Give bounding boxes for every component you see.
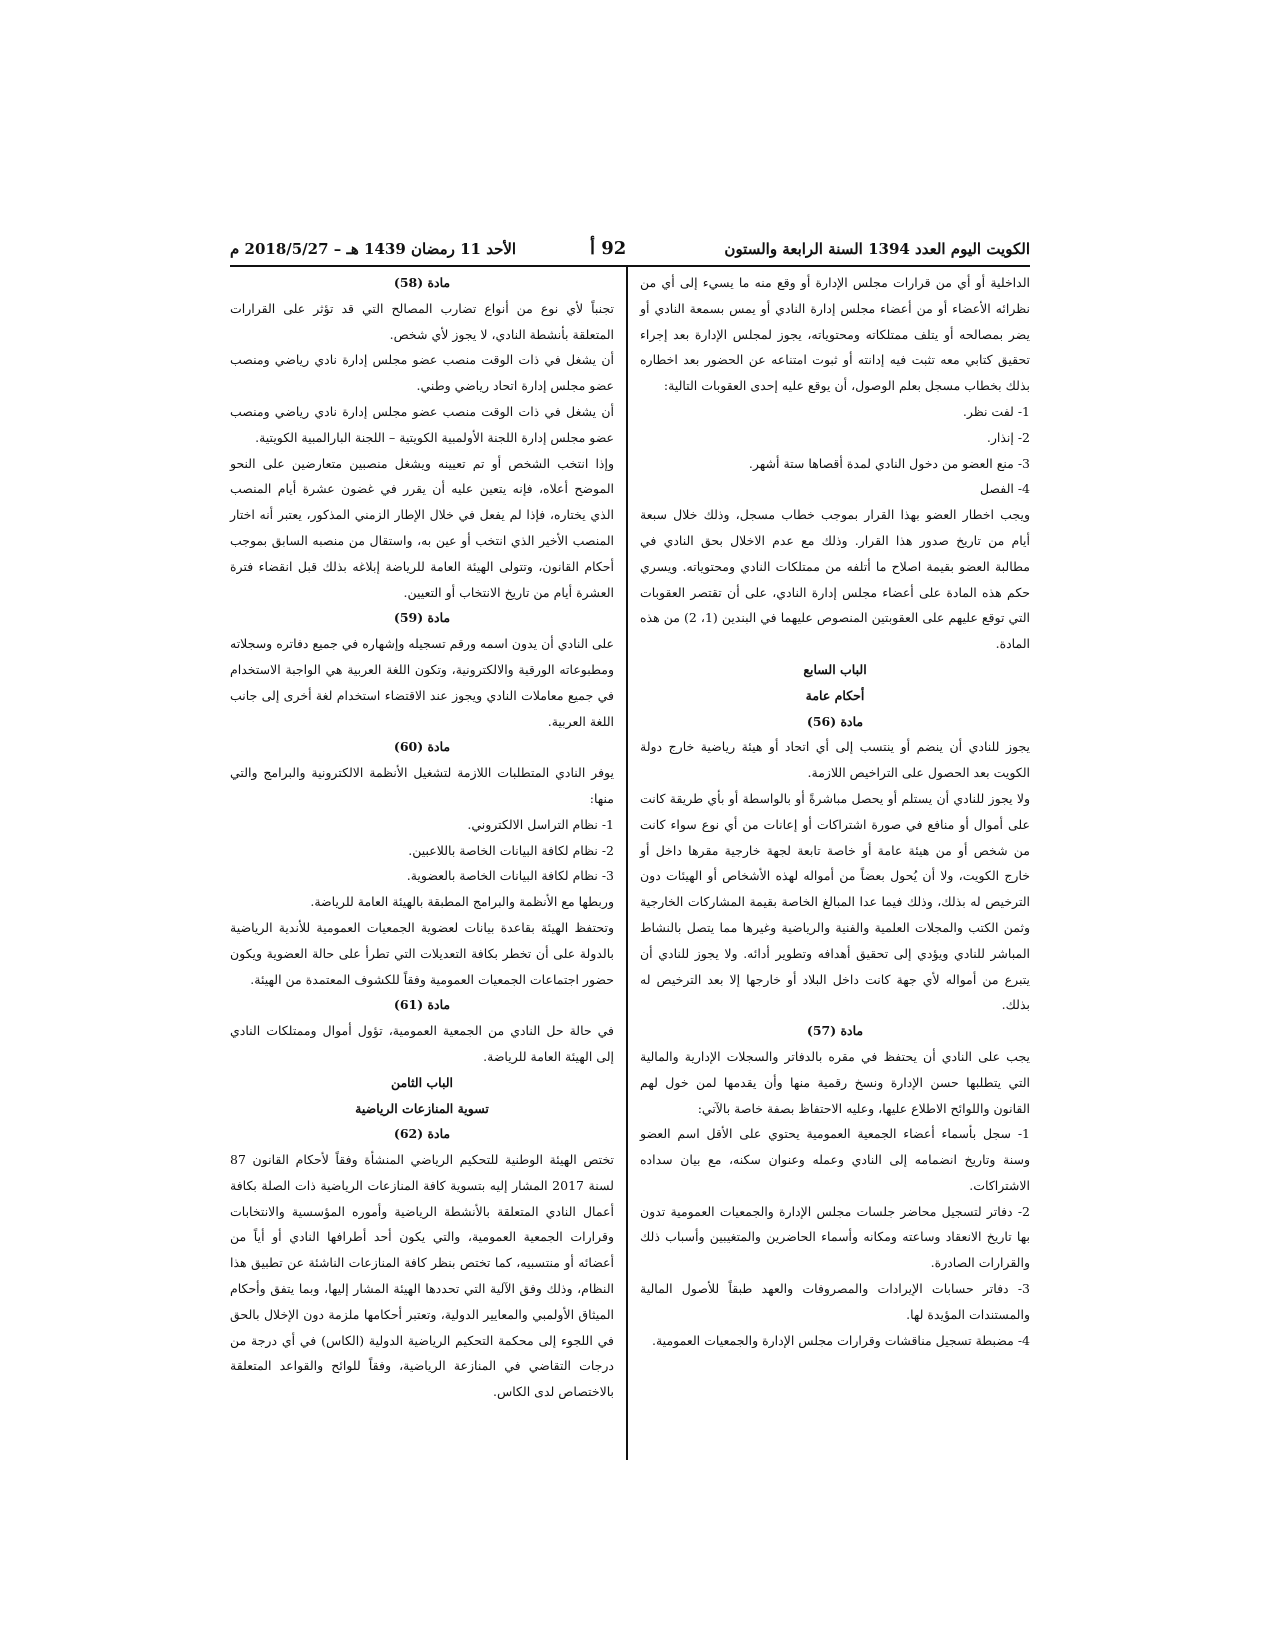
article-heading: مادة (59) [393, 610, 451, 626]
article-heading: مادة (58) [393, 275, 451, 290]
list-item: 4- مضبطة تسجيل مناقشات وقرارات مجلس الإدارة والجمعيات العمومية. [652, 1332, 1030, 1348]
list-item: 2- نظام لكافة البيانات الخاصة باللاعبين. [408, 842, 614, 858]
paragraph: تختص الهيئة الوطنية للتحكيم الرياضي المنشأة وفقاً لأحكام القانون 87 لسنة 2017 المشار إليه بتسوية كافة المنازعات الرياضية ذات الصلة بكافة أعمال النادي المتعلقة بالأنشطة الرياضية وأموره المؤسسية والانتخابات وقرارات الجمعية العمومية، والتي يكون أحد أطرافها النادي أو أياً من أعضائه أو منتسبيه، كما تختص بنظر كافة المنازعات الناشئة عن تطبيق هذا النظام، وذلك وفق الآلية التي تحددها الهيئة المشار إليها، وبما يتفق وأحكام الميثاق الأولمبي والمعايير الدولية، وتعتبر أحكامها ملزمة دون الإخلال بالحق في اللجوء إلى محكمة التحكيم الرياضية الدولية (الكاس) في أي درجة من درجات التقاضي في المنازعة الرياضية، وفقاً للوائح والقواعد المتعلقة بالاختصاص لدى الكاس. [230, 1152, 614, 1400]
article-heading: مادة (56) [806, 713, 864, 729]
list-item: 3- منع العضو من دخول النادي لمدة أقصاها ستة أشهر. [748, 455, 1030, 471]
list-item: 2- إنذار. [986, 429, 1030, 445]
paragraph: وربطها مع الأنظمة والبرامج المطبقة بالهيئة العامة للرياضة. [310, 894, 614, 910]
article-heading: مادة (57) [806, 1023, 864, 1039]
list-item: 2- دفاتر لتسجيل محاضر جلسات مجلس الإدارة والجمعيات العمومية تدون بها تاريخ الانعقاد وساعته ومكانه وأسماء الحاضرين والمتغيبين وأسباب ذلك والقرارات الصادرة. [640, 1203, 1030, 1271]
paragraph: يجب على النادي أن يحتفظ في مقره بالدفاتر والسجلات الإدارية والمالية التي يتطلبها حسن الإدارة ونسخ رقمية منها وأن يقدمها لمن خول لهم القانون واللوائح الاطلاع عليها، وعليه الاحتفاظ بصفة خاصة بالآتي: [640, 1048, 1030, 1116]
paragraph: ولا يجوز للنادي أن يستلم أو يحصل مباشرةً أو بالواسطة أو بأي طريقة كانت على أموال أو منافع في صورة اشتراكات أو إعانات من أي نوع سواء كانت من شخص أو من هيئة عامة أو خاصة تابعة لجهة خارجية مقرها داخل أو خارج الكويت، ولا أن يُحول بعضاً من أمواله لهذه الأشخاص أو الهيئات دون الترخيص له بذلك، وذلك فيما عدا المبالغ الخاصة بقيمة المشاركات الخارجية وثمن الكتب والمجلات العلمية والفنية والرياضية وغيرها مما يتصل بالنشاط المباشر للنادي ويؤدي إلى تحقيق أهدافه وتطوير أدائه. ولا يجوز للنادي أن يتبرع من أمواله لأي جهة كانت داخل البلاد أو خارجها إلا بعد الترخيص له بذلك. [640, 790, 1030, 1013]
chapter-title: الباب السابع [803, 661, 867, 677]
gazette-issue: الكويت اليوم العدد 1394 السنة الرابعة والستون [724, 240, 1030, 258]
list-item: 1- سجل بأسماء أعضاء الجمعية العمومية يحتوي على الأقل اسم العضو وسنة وتاريخ انضمامه إلى النادي وعمله وعنوان سكنه، مع بيان سداده الاشتراكات. [640, 1126, 1030, 1193]
paragraph: في حالة حل النادي من الجمعية العمومية، تؤول أموال وممتلكات النادي إلى الهيئة العامة للرياضة. [230, 1023, 614, 1064]
paragraph: وتحتفظ الهيئة بقاعدة بيانات لعضوية الجمعيات العمومية للأندية الرياضية بالدولة على أن تخطر بكافة التعديلات التي تطرأ على حالة العضوية ويكون حضور اجتماعات الجمعيات العمومية وفقاً للكشوف المعتمدة من الهيئة. [230, 919, 614, 987]
column-divider [626, 265, 628, 1460]
list-item: 1- لفت نظر. [962, 403, 1030, 419]
article-heading: مادة (61) [393, 997, 451, 1013]
left-column [230, 270, 614, 1405]
list-item: 4- الفصل [979, 481, 1030, 497]
paragraph: تجنباً لأي نوع من أنواع تضارب المصالح التي قد تؤثر على القرارات المتعلقة بأنشطة النادي، لا يجوز لأي شخص. [230, 300, 614, 342]
paragraph: يجوز للنادي أن ينضم أو ينتسب إلى أي اتحاد أو هيئة رياضية خارج دولة الكويت بعد الحصول على التراخيص اللازمة. [640, 739, 1030, 781]
paragraph: أن يشغل في ذات الوقت منصب عضو مجلس إدارة نادي رياضي ومنصب عضو مجلس إدارة اتحاد رياضي وطني. [230, 352, 614, 394]
article-heading: مادة (62) [393, 1126, 451, 1142]
header-rule [230, 265, 1030, 267]
page-header [230, 236, 1030, 262]
paragraph: الداخلية أو أي من قرارات مجلس الإدارة أو وقع منه ما يسيء إلى أي من نظرائه الأعضاء أو من أعضاء مجلس إدارة النادي أو يمس بسمعة النادي أو يضر بمصالحه أو يتلف ممتلكاته ومحتوياته، يجوز لمجلس الإدارة بعد إجراء تحقيق كتابي معه تثبت فيه إدانته أو ثبوت امتناعه عن الحضور بعد اخطاره بذلك بخطاب مسجل بعلم الوصول، أن يوقع عليه إحدى العقوبات التالية: [640, 275, 1030, 394]
paragraph: يوفر النادي المتطلبات اللازمة لتشغيل الأنظمة الالكترونية والبرامج والتي منها: [230, 765, 614, 806]
article-heading: مادة (60) [393, 739, 451, 755]
chapter-subtitle: تسوية المنازعات الرياضية [355, 1100, 489, 1116]
list-item: 1- نظام التراسل الالكتروني. [467, 816, 614, 832]
paragraph: أن يشغل في ذات الوقت منصب عضو مجلس إدارة نادي رياضي ومنصب عضو مجلس إدارة اللجنة الأولمبية الكويتية – اللجنة البارالمبية الكويتية. [230, 403, 614, 445]
page-number: 92 أ [590, 238, 627, 259]
paragraph: ويجب اخطار العضو بهذا القرار بموجب خطاب مسجل، وذلك خلال سبعة أيام من تاريخ صدور هذا القرار. وذلك مع عدم الاخلال بحق النادي في مطالبة العضو بقيمة اصلاح ما أتلفه من ممتلكات النادي ومحتوياته. ويسري حكم هذه المادة على أعضاء مجلس إدارة النادي، على أن تقتصر العقوبات التي توقع عليهم على العقوبتين المنصوص عليهما في البندين (1، 2) من هذه المادة. [640, 507, 1030, 652]
list-item: 3- نظام لكافة البيانات الخاصة بالعضوية. [406, 868, 614, 884]
chapter-title: الباب الثامن [390, 1074, 454, 1090]
paragraph: على النادي أن يدون اسمه ورقم تسجيله وإشهاره في جميع دفاتره وسجلاته ومطبوعاته الورقية والالكترونية، وتكون اللغة العربية هي الواجبة الاستخدام في جميع معاملات النادي ويجوز عند الاقتضاء استخدام لغة أخرى إلى جانب اللغة العربية. [230, 636, 614, 729]
chapter-subtitle: أحكام عامة [805, 687, 865, 703]
list-item: 3- دفاتر حسابات الإيرادات والمصروفات والعهد طبقاً للأصول المالية والمستندات المؤيدة لها. [640, 1281, 1030, 1322]
paragraph: وإذا انتخب الشخص أو تم تعيينه ويشغل منصبين متعارضين على النحو الموضح أعلاه، فإنه يتعين عليه أن يقرر في غضون عشرة أيام المنصب الذي يختاره، فإذا لم يفعل في خلال الإطار الزمني المذكور، يعتبر أنه اختار المنصب الأخير الذي انتخب أو عين به، واستقال من منصبه السابق بموجب أحكام القانون، وتتولى الهيئة العامة للرياضة إبلاغه بذلك قبل انقضاء فترة العشرة أيام من تاريخ الانتخاب أو التعيين. [230, 455, 614, 600]
issue-date: الأحد 11 رمضان 1439 هـ – 2018/5/27 م [230, 240, 517, 258]
right-column [640, 270, 1030, 1353]
